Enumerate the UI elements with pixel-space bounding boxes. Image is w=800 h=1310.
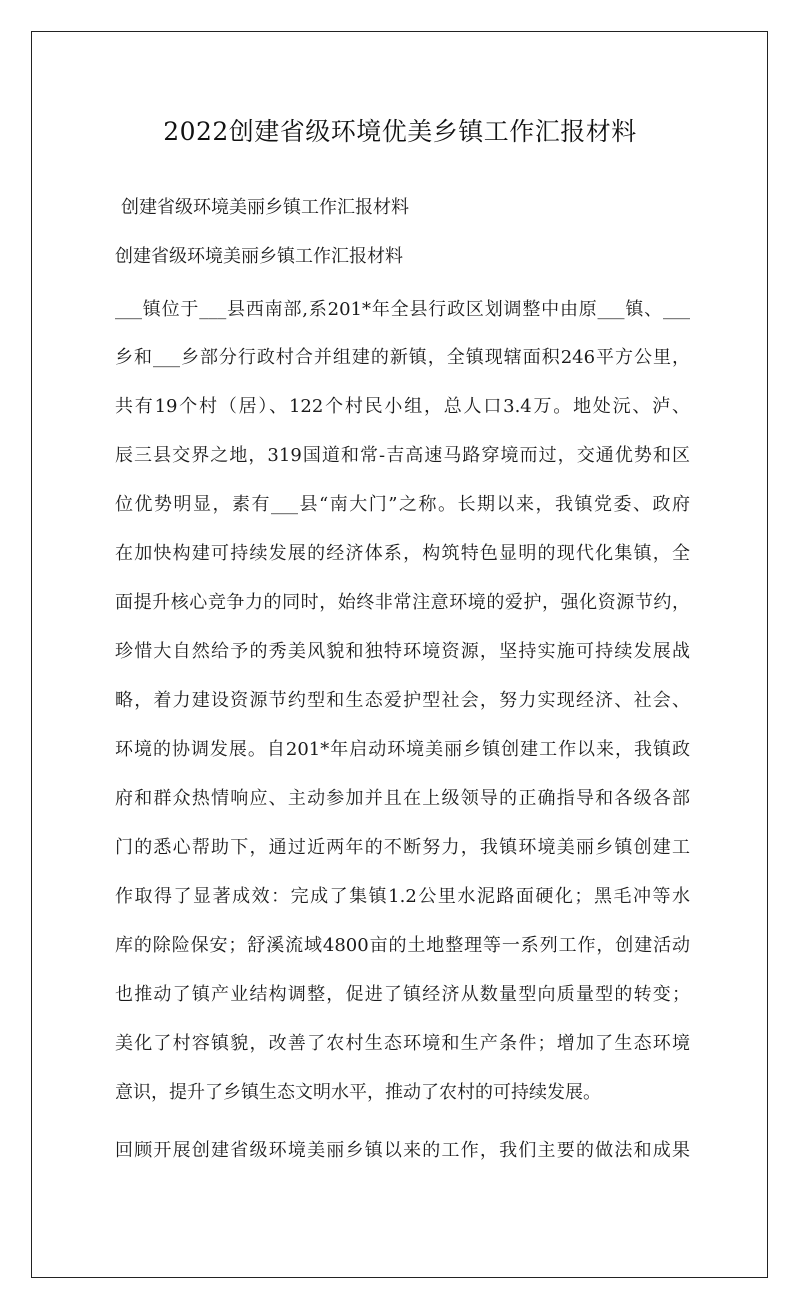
body-text-line: 环境的协调发展。自201*年启动环境美丽乡镇创建工作以来，我镇政 [115,739,690,760]
body-text-line: 面提升核心竞争力的同时，始终非常注意环境的爱护，强化资源节约， [115,592,690,613]
body-text-line: 库的除险保安；舒溪流域4800亩的土地整理等一系列工作，创建活动 [115,935,690,956]
body-text-line: 美化了村容镇貌，改善了农村生态环境和生产条件；增加了生态环境 [115,1033,690,1054]
body-text-line: 在加快构建可持续发展的经济体系，构筑特色显明的现代化集镇，全 [115,543,690,564]
body-text-line: 略，着力建设资源节约型和生态爱护型社会，努力实现经济、社会、 [115,690,690,711]
body-text-line: 门的悉心帮助下，通过近两年的不断努力，我镇环境美丽乡镇创建工 [115,837,690,858]
body-text-line: 珍惜大自然给予的秀美风貌和独特环境资源，坚持实施可持续发展战 [115,641,690,662]
subtitle-line: 创建省级环境美丽乡镇工作汇报材料 [115,246,403,267]
body-text-line: ___镇位于___县西南部,系201*年全县行政区划调整中由原___镇、___ [115,299,690,320]
body-text-line: 意识，提升了乡镇生态文明水平，推动了农村的可持续发展。 [115,1082,601,1103]
body-text-line: 共有19个村（居）、122个村民小组，总人口3.4万。地处沅、泸、 [115,396,690,417]
body-text-line: 也推动了镇产业结构调整，促进了镇经济从数量型向质量型的转变； [115,984,690,1005]
body-text-line: 辰三县交界之地，319国道和常-吉高速马路穿境而过，交通优势和区 [115,445,690,466]
body-text-line: 回顾开展创建省级环境美丽乡镇以来的工作，我们主要的做法和成果 [115,1140,690,1161]
body-text-line: 府和群众热情响应、主动参加并且在上级领导的正确指导和各级各部 [115,788,690,809]
document-title: 2022创建省级环境优美乡镇工作汇报材料 [163,117,637,146]
body-text-line: 位优势明显，素有___县“南大门”之称。长期以来，我镇党委、政府 [115,494,690,515]
body-text-line: 作取得了显著成效：完成了集镇1.2公里水泥路面硬化；黑毛冲等水 [115,886,690,907]
body-text-line: 乡和___乡部分行政村合并组建的新镇，全镇现辖面积246平方公里， [115,347,690,368]
subtitle-line: 创建省级环境美丽乡镇工作汇报材料 [121,197,409,218]
